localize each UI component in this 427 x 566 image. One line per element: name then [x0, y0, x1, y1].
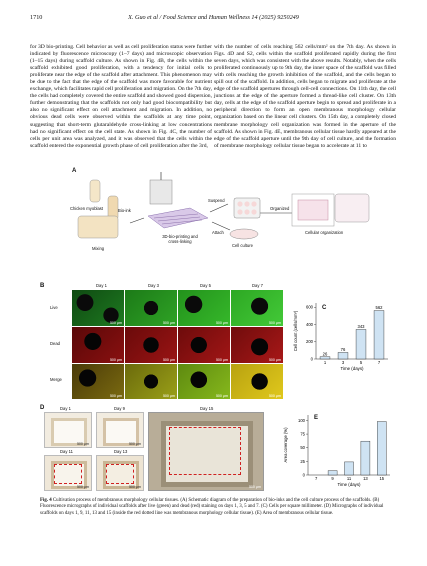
- y-tick-label: 200: [306, 339, 313, 345]
- panel-e-label: E: [314, 415, 319, 421]
- micrograph-day-1: 500 μm: [44, 412, 92, 448]
- d-day-13-label: Day 13: [114, 449, 128, 454]
- caption-label: Fig. 4: [40, 498, 52, 503]
- merge-day-1: 500 μm: [72, 364, 124, 399]
- figure-caption: [40, 498, 388, 517]
- merge-day-5: 500 μm: [178, 364, 230, 399]
- left-text-column: [30, 44, 212, 150]
- dead-day-7: 500 μm: [231, 327, 283, 363]
- dead-day-3: 500 μm: [125, 327, 177, 363]
- label-organized: Organized: [270, 206, 290, 211]
- y-tick-label: 400: [306, 321, 313, 327]
- merge-day-3: 500 μm: [125, 364, 177, 399]
- data-label: 343: [357, 323, 365, 329]
- panel-d: [30, 403, 398, 491]
- dead-day-1: 500 μm: [72, 327, 124, 363]
- data-label: 26: [322, 351, 328, 357]
- x-tick-label: 7: [377, 360, 381, 365]
- y-tick-label: 50: [300, 445, 305, 451]
- y-tick-label: 0: [302, 472, 305, 478]
- y-tick-label: 100: [298, 417, 305, 423]
- panel-c-label: C: [322, 305, 327, 311]
- d-day-9-label: Day 9: [114, 406, 125, 411]
- bar: [338, 352, 348, 359]
- bar: [356, 329, 366, 359]
- merge-day-7: 500 μm: [231, 364, 283, 399]
- row-merge-label: Merge: [50, 377, 62, 382]
- day-5-label: Day 5: [200, 283, 211, 288]
- row-dead-label: Dead: [50, 341, 61, 346]
- bar: [377, 422, 386, 475]
- row-live-label: Live: [50, 305, 58, 310]
- label-organization: Cellular organization: [305, 230, 344, 235]
- journal-title: X. Guo et al / Food Science and Human Wellness 14 (2025) 9250249: [128, 14, 299, 21]
- y-tick-label: 25: [300, 458, 305, 464]
- y-axis-label: Area coverage (%): [283, 427, 288, 463]
- left-paragraph: for 3D bio-printing. Cell behavior as well as cell proliferation status were further indicated by fluorescence microscopy (1–7 days) and microscopic observation (1–15 days) during scaffold culture. As shown in Fig. 4B, the cells within the scaffold exhibited good proliferation, with a tendency for initial cells to proliferate near the edge of the scaffold after attachment. This phenomenon may be due to the fact that the edge of the scaffold was more favorable for nutrient exchange, which facilitates rapid cell proliferation and migration. On the 7th day, the cells had completely covered the entire scaffold and showed good dispersion, further demonstrating that the scaffolds not only had good biocompatibility but also no significant effect on cell attachment and migration. In addition, no obvious dead cells were observed within the scaffolds at any time point, suggesting that short-term glutaraldehyde cross-linking at low concentrations had no significant effect on the cell state. As shown in Fig. 4C, the number of cells per unit area was analyzed, and it was observed that the cells within the scaffold entered the exponential growth phase of cell proliferation after the 3rd,: [30, 44, 212, 149]
- schematic-diagram: [30, 168, 398, 268]
- page-header: [30, 14, 397, 24]
- panel-a: [30, 168, 398, 268]
- label-printing: 3D-bio-printing and cross-linking: [162, 234, 198, 244]
- y-axis-label: Cell count (cells/mm²): [293, 310, 298, 352]
- micrograph-day-13: 500 μm: [96, 455, 144, 491]
- live-day-3: 500 μm: [125, 290, 177, 326]
- micrograph-day-11: 500 μm: [44, 455, 92, 491]
- bar: [374, 311, 384, 359]
- panel-a-label: A: [72, 168, 77, 174]
- live-day-7: 500 μm: [231, 290, 283, 326]
- live-day-1: 500 μm: [72, 290, 124, 326]
- d-day-11-label: Day 11: [60, 449, 73, 454]
- panel-b-label: B: [40, 283, 45, 289]
- data-label: 562: [375, 305, 383, 311]
- x-tick-label: 5: [359, 360, 363, 365]
- x-axis-label: Time (days): [340, 366, 364, 371]
- page-number: 1710: [30, 14, 43, 21]
- panel-b: [30, 283, 398, 399]
- data-label: 76: [340, 346, 346, 352]
- panel-e-chart: [282, 405, 394, 491]
- bar: [328, 471, 337, 475]
- right-text-column: [214, 44, 396, 150]
- day-7-label: Day 7: [252, 283, 263, 288]
- bar: [344, 462, 353, 475]
- x-tick-label: 7: [315, 476, 318, 481]
- label-culture: Cell culture: [232, 243, 253, 248]
- x-tick-label: 13: [363, 476, 368, 481]
- label-chicken: Chicken myoblast: [70, 206, 104, 211]
- label-bioink: Bio-ink: [118, 208, 131, 213]
- day-1-label: Day 1: [96, 283, 107, 288]
- y-tick-label: 75: [300, 431, 305, 437]
- x-tick-label: 11: [346, 476, 352, 481]
- x-tick-label: 3: [341, 360, 345, 365]
- caption-text: Cultivation process of membranous morphology cellular tissues. (A) Schematic diagram of the preparation of bio-inks and the cell culture process of the scaffolds. (B) Fluorescence micrographs of individual scaffolds after live (green) and dead (red) staining on days 1, 3, 5 and 7. (C) Cells per square millimeter. (D) Micrographs of individual scaffolds on days 1, 9, 11, 13 and 15 (inside the red dotted line was membranous morphology cellular tissue). (E) Area of membranous cellular tissue.: [40, 498, 384, 516]
- d-day-1-label: Day 1: [60, 406, 71, 411]
- panel-c-chart: [292, 295, 392, 375]
- label-attach: Attach: [212, 230, 224, 235]
- panel-d-label: D: [40, 405, 45, 411]
- day-3-label: Day 3: [148, 283, 159, 288]
- live-day-5: 500 μm: [178, 290, 230, 326]
- micrograph-day-15: 500 μm: [148, 412, 264, 491]
- y-tick-label: 600: [306, 304, 313, 310]
- d-day-15-label: Day 15: [200, 406, 214, 411]
- y-tick-label: 0: [310, 356, 313, 362]
- x-axis-label: Time (days): [337, 482, 361, 487]
- x-tick-label: 9: [331, 476, 334, 481]
- label-mixing: Mixing: [92, 246, 105, 251]
- micrograph-day-9: 500 μm: [96, 412, 144, 448]
- bar: [361, 441, 370, 475]
- x-tick-label: 15: [379, 476, 385, 481]
- right-paragraph: with the number of cells reaching 562 cells/mm² on the 7th day. As shown in Figs. 4D and S2, cells within the scaffold proliferated rapidly during the first seven days, which was consistent with the above results. Notably, when the cells proliferated continuously up to 9th day, the inner space of the scaffold was filled with cells reaching the growth inhibition of the scaffold, and the cells began to spill out of the scaffold. In addition, cells began to migrate and proliferate at the edge of the scaffold apertures through cell-cell connections. On 11th day, the cell junctions at the edge of the aperture formed a thread-like cell cluster. On 13th day, cells at the edge of the scaffold aperture begin to spread and proliferate in a peripheral direction to form an open membranous morphology cellular organization based on the linear cell clusters. On 15th day, a completely closed membrane morphology cell organization was formed in the aperture of the scaffold. As shown in Fig. 4E, membranous cellular tissue hardly appeared at the edge of the scaffold aperture until the 9th day of cell culture, and the formation of membrane morphology cellular tissue began to accelerate at 11 to: [214, 44, 396, 149]
- x-tick-label: 1: [323, 360, 327, 365]
- bar: [320, 357, 330, 359]
- label-suspend: Suspend: [208, 198, 225, 203]
- dead-day-5: 500 μm: [178, 327, 230, 363]
